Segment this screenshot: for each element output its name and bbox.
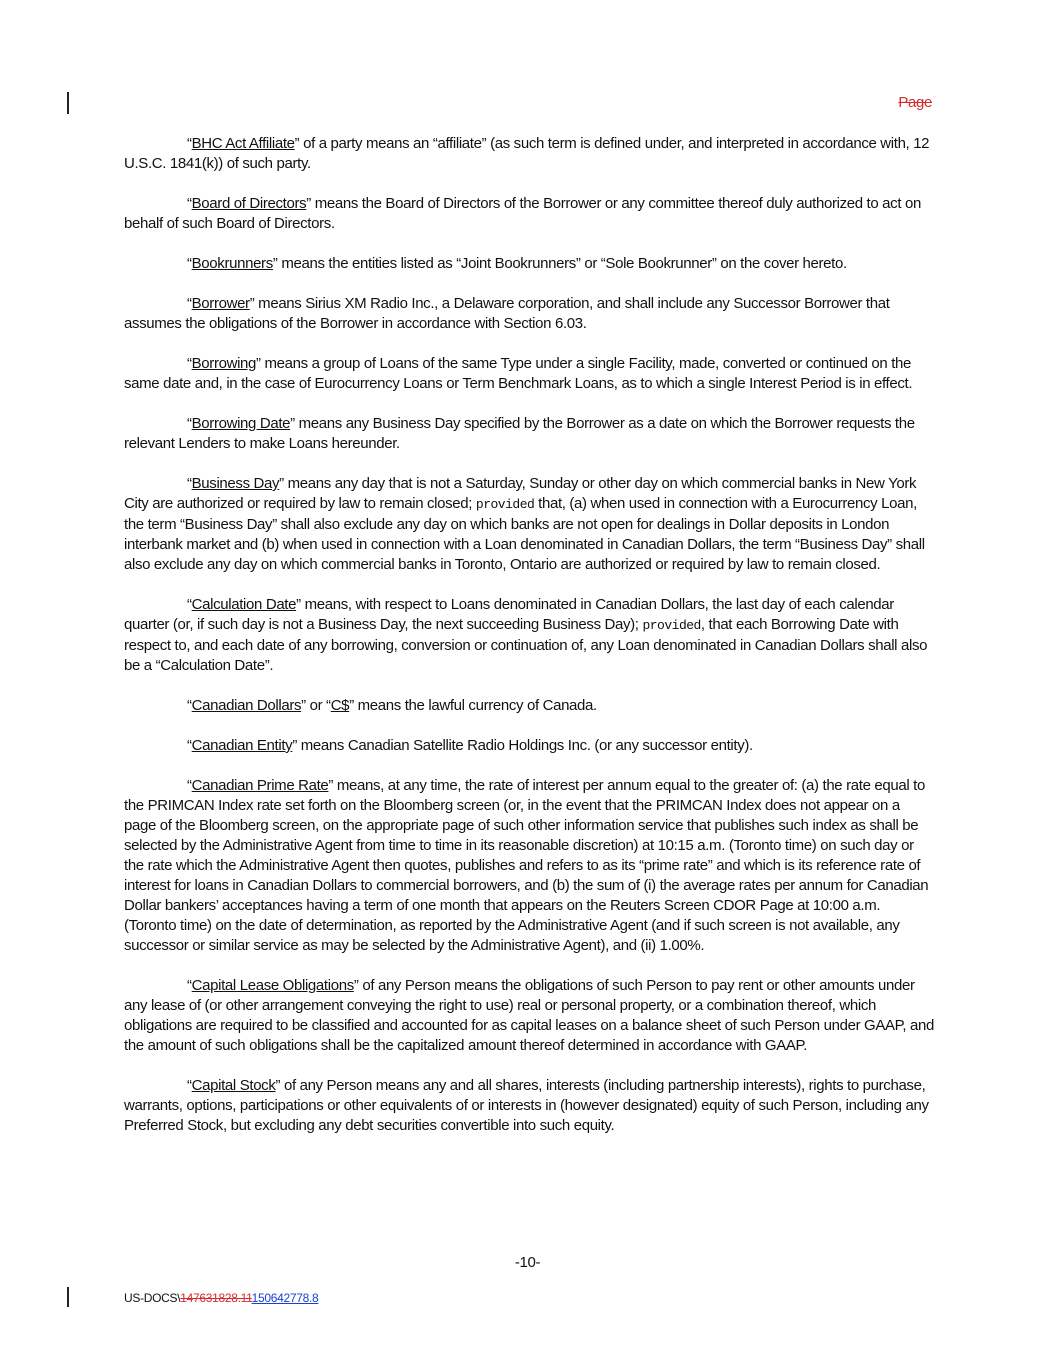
definitions-list bbox=[124, 134, 934, 1156]
page-number: -10- bbox=[514, 1254, 541, 1271]
definition-text: , that each Borrowing Date with respect to, and each date of any borrowing, conversion or continuation of, any Loan denominated in Canadian Dollars shall also be a “Calculation Date”. bbox=[124, 616, 928, 674]
change-bar-top bbox=[67, 92, 69, 114]
definition-text: ” of any Person means the obligations of such Person to pay rent or other amounts under any lease of (or other arrangement conveying the right to use) real or personal property, or a combination thereof, which obligations are required to be classified and accounted for as capital leases on a balance sheet of such Person under GAAP, and the amount of such obligations shall be the capitalized amount thereof determined in accordance with GAAP. bbox=[124, 977, 934, 1054]
definition-capital-lease-obligations: “Capital Lease Obligations” of any Person means the obligations of such Person to pay rent or other amounts under any lease of (or other arrangement conveying the right to use) real or personal property, or a combination thereof, which obligations are required to be classified and accounted for as capital leases on a balance sheet of such Person under GAAP, and the amount of such obligations shall be the capitalized amount thereof determined in accordance with GAAP. bbox=[124, 977, 934, 1054]
proviso-word: provided bbox=[642, 618, 701, 633]
doc-id-deleted: 147631828.11 bbox=[180, 1291, 252, 1305]
definition-text: ” means a group of Loans of the same Type under a single Facility, made, converted or continued on the same date and, in the case of Eurocurrency Loans or Term Benchmark Loans, as to which a single Interest Period is in effect. bbox=[124, 355, 913, 392]
definition-canadian-dollars: “Canadian Dollars” or “C$” means the lawful currency of Canada. bbox=[187, 697, 597, 714]
definition-text: ” means, with respect to Loans denominated in Canadian Dollars, the last day of each calendar quarter (or, if such day is not a Business Day, the next succeeding Business Day); bbox=[124, 596, 894, 633]
definition-borrower: “Borrower” means Sirius XM Radio Inc., a Delaware corporation, and shall include any Successor Borrower that assumes the obligations of the Borrower in accordance with Section 6.03. bbox=[124, 295, 890, 332]
definition-text: ” of any Person means any and all shares, interests (including partnership interests), rights to purchase, warrants, options, participations or other equivalents of or interests in (however designated) equity of such Person, including any Preferred Stock, but excluding any debt securities convertible into such equity. bbox=[124, 1077, 929, 1134]
defined-term: Board of Directors bbox=[191, 195, 307, 212]
defined-term: Borrower bbox=[191, 295, 250, 312]
definition-borrowing-date: “Borrowing Date” means any Business Day specified by the Borrower as a date on which the Borrower requests the relevant Lenders to make Loans hereunder. bbox=[124, 415, 915, 452]
definition-text: that, (a) when used in connection with a Eurocurrency Loan, the term “Business Day” shall also exclude any day on which banks are not open for dealings in Dollar deposits in London interbank market and (b) when used in connection with a Loan denominated in Canadian Dollars, the term “Business Day” shall also exclude any day on which commercial banks in Toronto, Ontario are authorized or required by law to remain closed. bbox=[124, 495, 925, 573]
definition-canadian-entity: “Canadian Entity” means Canadian Satellite Radio Holdings Inc. (or any successor entity). bbox=[187, 737, 753, 754]
defined-term: Canadian Prime Rate bbox=[191, 777, 329, 794]
page-label: Page bbox=[898, 94, 932, 111]
definition-text: ” means the Board of Directors of the Borrower or any committee thereof duly authorized to act on behalf of such Board of Directors. bbox=[124, 195, 921, 232]
definition-business-day: “Business Day” means any day that is not a Saturday, Sunday or other day on which commercial banks in New York City are authorized or required by law to remain closed; provided that, (a) when used in connection with a Eurocurrency Loan, the term “Business Day” shall also exclude any day on which banks are not open for dealings in Dollar deposits in London interbank market and (b) when used in connection with a Loan denominated in Canadian Dollars, the term “Business Day” shall also exclude any day on which commercial banks in Toronto, Ontario are authorized or required by law to remain closed. bbox=[124, 475, 925, 573]
doc-id-prefix: US-DOCS\ bbox=[124, 1291, 181, 1305]
definition-text: ” of a party means an “affiliate” (as such term is defined under, and interpreted in accordance with, 12 U.S.C. 1841(k)) of such party. bbox=[124, 135, 930, 172]
definition-board-of-directors: “Board of Directors” means the Board of Directors of the Borrower or any committee thereof duly authorized to act on behalf of such Board of Directors. bbox=[124, 195, 921, 232]
definition-calculation-date: “Calculation Date” means, with respect to Loans denominated in Canadian Dollars, the last day of each calendar quarter (or, if such day is not a Business Day, the next succeeding Business Day); provided, that each Borrowing Date with respect to, and each date of any borrowing, conversion or continuation of, any Loan denominated in Canadian Dollars shall also be a “Calculation Date”. bbox=[124, 596, 928, 674]
defined-term: Capital Stock bbox=[191, 1077, 276, 1094]
defined-term: Business Day bbox=[191, 475, 280, 492]
defined-term: C$ bbox=[330, 697, 350, 714]
definition-text: ” means any day that is not a Saturday, Sunday or other day on which commercial banks in New York City are authorized or required by law to remain closed; bbox=[124, 475, 917, 512]
defined-term: Borrowing Date bbox=[191, 415, 291, 432]
definition-capital-stock: “Capital Stock” of any Person means any and all shares, interests (including partnership interests), rights to purchase, warrants, options, participations or other equivalents of or interests in (however designated) equity of such Person, including any Preferred Stock, but excluding any debt securities convertible into such equity. bbox=[124, 1077, 929, 1134]
term-connector: ” or “ bbox=[301, 697, 331, 714]
defined-term: BHC Act Affiliate bbox=[191, 135, 295, 152]
definition-text: ” means Canadian Satellite Radio Holdings Inc. (or any successor entity). bbox=[292, 737, 753, 754]
defined-term: Bookrunners bbox=[191, 255, 273, 272]
definition-text: ” means the entities listed as “Joint Bookrunners” or “Sole Bookrunner” on the cover hereto. bbox=[272, 255, 847, 272]
definition-text: ” means, at any time, the rate of interest per annum equal to the greater of: (a) the rate equal to the PRIMCAN Index rate set forth on the Bloomberg screen (or, in the event that the PRIMCAN Index does not appear on a page of the Bloomberg screen, on the appropriate page of such other information service that publishes such index as shall be selected by the Administrative Agent from time to time in its reasonable discretion) at 10:15 a.m. (Toronto time) on such day or the rate which the Administrative Agent then quotes, publishes and refers to as its “prime rate” and which is its reference rate of interest for loans in Canadian Dollars to commercial borrowers, and (b) the sum of (i) the average rates per annum for Canadian Dollar bankers’ acceptances having a term of one month that appears on the Reuters Screen CDOR Page at 10:00 a.m. (Toronto time) on the date of determination, as reported by the Administrative Agent (and if such screen is not available, any successor or similar service as may be selected by the Administrative Agent), and (ii) 1.00%. bbox=[124, 777, 929, 954]
definition-text: ” means any Business Day specified by the Borrower as a date on which the Borrower requests the relevant Lenders to make Loans hereunder. bbox=[124, 415, 915, 452]
defined-term: Canadian Entity bbox=[191, 737, 293, 754]
defined-term: Borrowing bbox=[191, 355, 257, 372]
doc-id-inserted: 150642778.8 bbox=[251, 1291, 319, 1305]
change-bar-bottom bbox=[67, 1287, 69, 1307]
definition-bookrunners: “Bookrunners” means the entities listed as “Joint Bookrunners” or “Sole Bookrunner” on the cover hereto. bbox=[187, 255, 847, 272]
definition-bhc-act-affiliate: “BHC Act Affiliate” of a party means an “affiliate” (as such term is defined under, and interpreted in accordance with, 12 U.S.C. 1841(k)) of such party. bbox=[124, 135, 930, 172]
document-id-footer bbox=[124, 1291, 318, 1305]
defined-term: Calculation Date bbox=[191, 596, 297, 613]
defined-term: Capital Lease Obligations bbox=[191, 977, 354, 994]
proviso-word: provided bbox=[475, 497, 535, 512]
defined-term: Canadian Dollars bbox=[191, 697, 302, 714]
definition-text: ” means Sirius XM Radio Inc., a Delaware corporation, and shall include any Successor Borrower that assumes the obligations of the Borrower in accordance with Section 6.03. bbox=[124, 295, 890, 332]
definition-borrowing: “Borrowing” means a group of Loans of the same Type under a single Facility, made, converted or continued on the same date and, in the case of Eurocurrency Loans or Term Benchmark Loans, as to which a single Interest Period is in effect. bbox=[124, 355, 913, 392]
definition-text: ” means the lawful currency of Canada. bbox=[349, 697, 597, 714]
definition-canadian-prime-rate: “Canadian Prime Rate” means, at any time, the rate of interest per annum equal to the greater of: (a) the rate equal to the PRIMCAN Index rate set forth on the Bloomberg screen (or, in the event that the PRIMCAN Index does not appear on a page of the Bloomberg screen, on the appropriate page of such other information service that publishes such index as shall be selected by the Administrative Agent from time to time in its reasonable discretion) at 10:15 a.m. (Toronto time) on such day or the rate which the Administrative Agent then quotes, publishes and refers to as its “prime rate” and which is its reference rate of interest for loans in Canadian Dollars to commercial borrowers, and (b) the sum of (i) the average rates per annum for Canadian Dollar bankers’ acceptances having a term of one month that appears on the Reuters Screen CDOR Page at 10:00 a.m. (Toronto time) on the date of determination, as reported by the Administrative Agent (and if such screen is not available, any successor or similar service as may be selected by the Administrative Agent), and (ii) 1.00%. bbox=[124, 777, 929, 954]
